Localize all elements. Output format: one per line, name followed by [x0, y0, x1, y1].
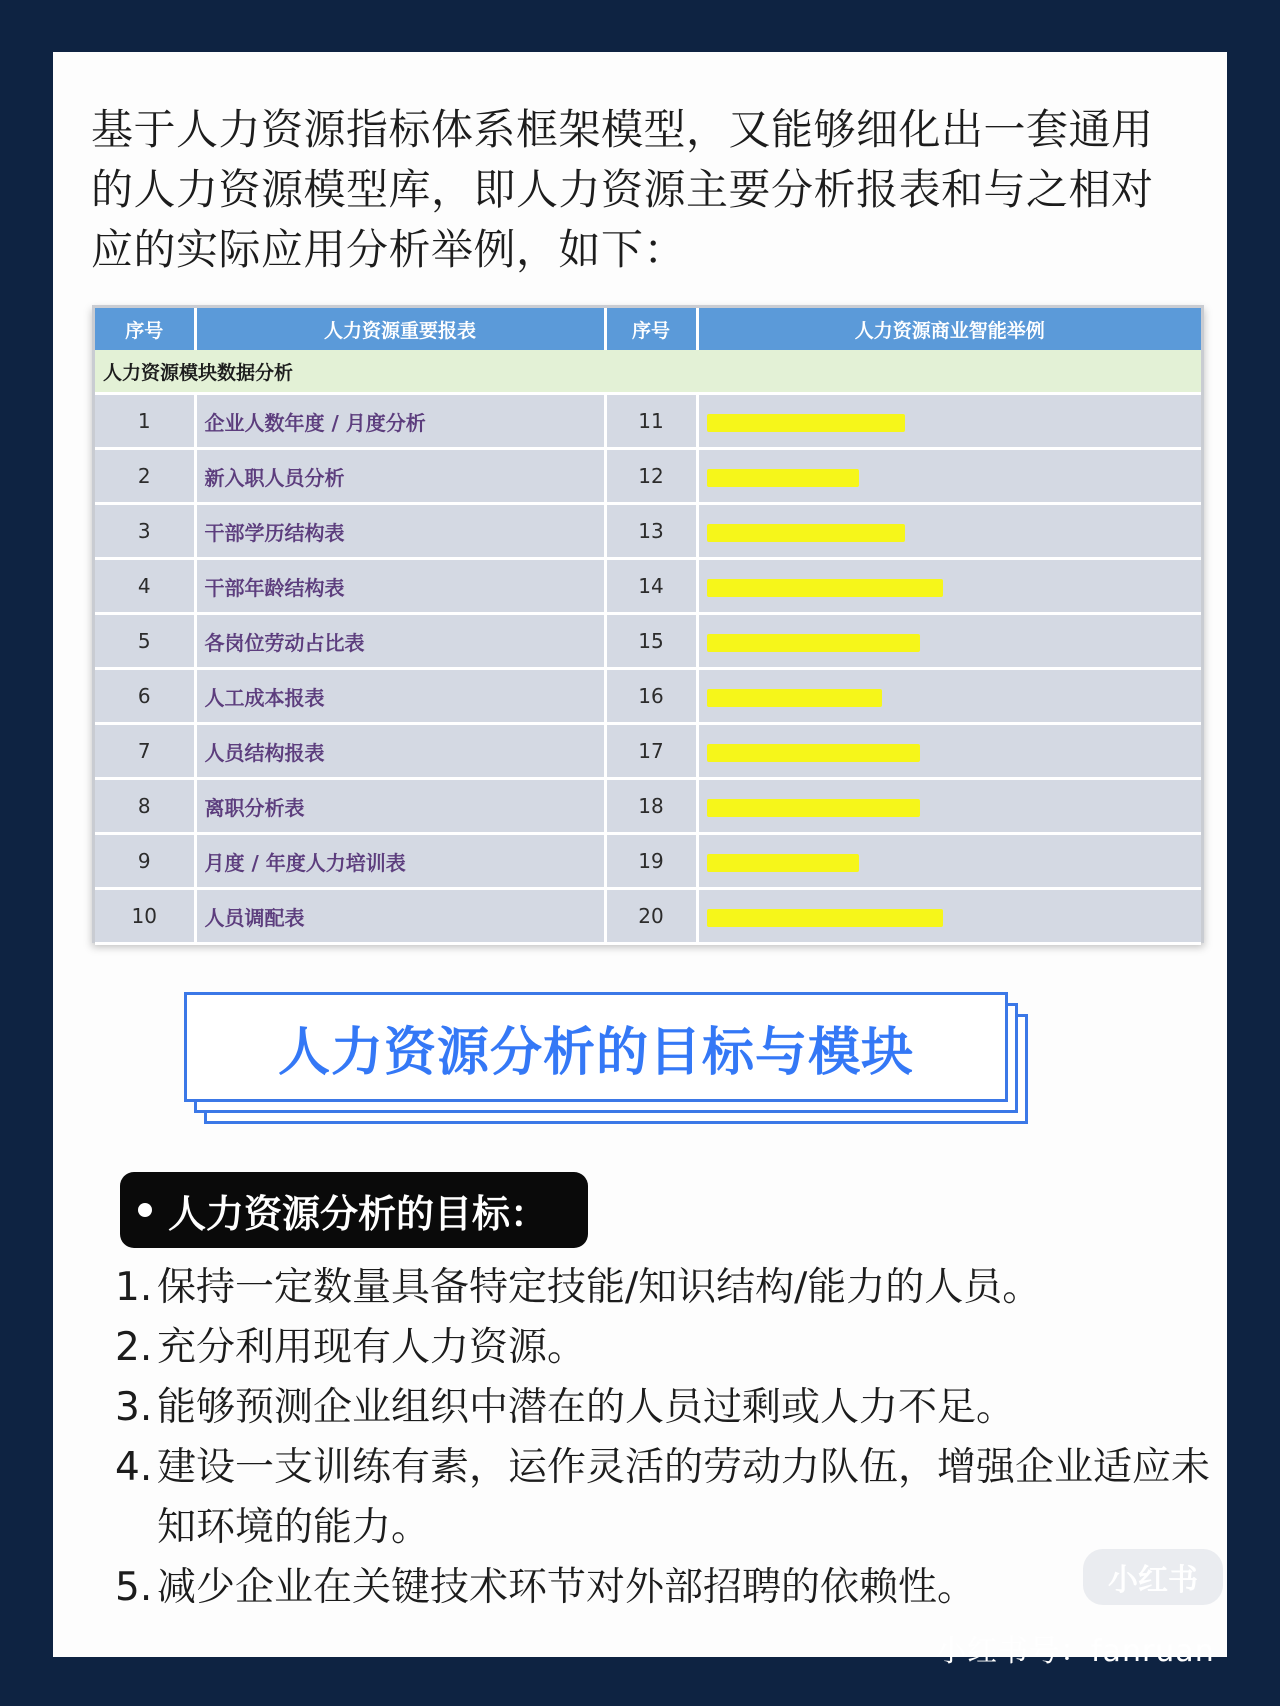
bi-example-cell	[697, 614, 1201, 669]
row-index-2: 20	[605, 889, 697, 944]
highlight-mark	[707, 909, 943, 927]
report-name: 干部年龄结构表	[195, 559, 605, 614]
highlight-mark	[707, 854, 859, 872]
row-index-2: 15	[605, 614, 697, 669]
row-index: 6	[95, 669, 195, 724]
goal-text: 减少企业在关键技术环节对外部招聘的依赖性。	[157, 1565, 977, 1610]
report-name: 人员调配表	[195, 889, 605, 944]
bi-example-cell	[697, 669, 1201, 724]
table-row	[95, 889, 1201, 944]
goal-item	[115, 1258, 1215, 1318]
row-index-2: 18	[605, 779, 697, 834]
bullet-icon	[138, 1203, 152, 1217]
row-index-2: 17	[605, 724, 697, 779]
header-reports: 人力资源重要报表	[195, 308, 605, 350]
row-index: 10	[95, 889, 195, 944]
header-bi-examples: 人力资源商业智能举例	[697, 308, 1201, 350]
goal-item	[115, 1438, 1215, 1558]
highlight-mark	[707, 579, 943, 597]
table-row	[95, 394, 1201, 449]
goal-item	[115, 1558, 1215, 1618]
bi-example-cell	[697, 394, 1201, 449]
row-index-2: 14	[605, 559, 697, 614]
row-index-2: 11	[605, 394, 697, 449]
goal-item	[115, 1378, 1215, 1438]
goal-number: 4.	[115, 1445, 153, 1490]
report-name: 干部学历结构表	[195, 504, 605, 559]
report-name: 离职分析表	[195, 779, 605, 834]
watermark-id: 小红书号：fanruan	[936, 1634, 1215, 1669]
table-row	[95, 834, 1201, 889]
table-row	[95, 449, 1201, 504]
row-index: 7	[95, 724, 195, 779]
highlight-mark	[707, 744, 920, 762]
highlight-mark	[707, 469, 859, 487]
goal-number: 2.	[115, 1325, 153, 1370]
goal-item	[115, 1318, 1215, 1378]
bi-example-cell	[697, 449, 1201, 504]
report-name: 月度 / 年度人力培训表	[195, 834, 605, 889]
report-name: 人工成本报表	[195, 669, 605, 724]
bi-example-cell	[697, 779, 1201, 834]
goals-header	[120, 1172, 588, 1248]
row-index-2: 16	[605, 669, 697, 724]
table-row	[95, 669, 1201, 724]
intro-paragraph: 基于人力资源指标体系框架模型，又能够细化出一套通用的人力资源模型库，即人力资源主要分析报表和与之相对应的实际应用分析举例，如下：	[91, 105, 1154, 274]
row-index: 1	[95, 394, 195, 449]
section-label: 人力资源模块数据分析	[95, 350, 1201, 394]
banner-front	[184, 992, 1008, 1102]
highlight-mark	[707, 524, 905, 542]
bi-example-cell	[697, 559, 1201, 614]
highlight-mark	[707, 634, 920, 652]
row-index: 2	[95, 449, 195, 504]
row-index: 3	[95, 504, 195, 559]
section-row	[95, 350, 1201, 394]
section-banner	[184, 992, 1084, 1122]
row-index: 5	[95, 614, 195, 669]
goal-text: 保持一定数量具备特定技能/知识结构/能力的人员。	[157, 1265, 1042, 1310]
goal-number: 5.	[115, 1565, 153, 1610]
row-index-2: 19	[605, 834, 697, 889]
header-index-2: 序号	[605, 308, 697, 350]
bi-example-cell	[697, 724, 1201, 779]
banner-title: 人力资源分析的目标与模块	[277, 1022, 914, 1083]
goal-number: 1.	[115, 1265, 153, 1310]
bi-example-cell	[697, 504, 1201, 559]
goal-text: 建设一支训练有素，运作灵活的劳动力队伍，增强企业适应未知环境的能力。	[157, 1445, 1211, 1550]
goals-list	[115, 1258, 1215, 1618]
table-row	[95, 724, 1201, 779]
report-name: 人员结构报表	[195, 724, 605, 779]
header-index-1: 序号	[95, 308, 195, 350]
highlight-mark	[707, 799, 920, 817]
content-card	[53, 52, 1227, 1657]
highlight-mark	[707, 689, 882, 707]
bi-example-cell	[697, 889, 1201, 944]
row-index: 8	[95, 779, 195, 834]
table-header-row	[95, 308, 1201, 350]
goal-text: 充分利用现有人力资源。	[157, 1325, 587, 1370]
watermark-logo: 小红书	[1083, 1549, 1223, 1605]
row-index: 9	[95, 834, 195, 889]
table-row	[95, 504, 1201, 559]
hr-report-table	[92, 305, 1204, 943]
row-index-2: 13	[605, 504, 697, 559]
report-name: 新入职人员分析	[195, 449, 605, 504]
report-name: 企业人数年度 / 月度分析	[195, 394, 605, 449]
report-name: 各岗位劳动占比表	[195, 614, 605, 669]
table-row	[95, 614, 1201, 669]
goal-text: 能够预测企业组织中潜在的人员过剩或人力不足。	[157, 1385, 1016, 1430]
goal-number: 3.	[115, 1385, 153, 1430]
row-index-2: 12	[605, 449, 697, 504]
table-row	[95, 779, 1201, 834]
table-row	[95, 559, 1201, 614]
highlight-mark	[707, 414, 905, 432]
goals-header-label: 人力资源分析的目标：	[168, 1191, 549, 1236]
row-index: 4	[95, 559, 195, 614]
bi-example-cell	[697, 834, 1201, 889]
